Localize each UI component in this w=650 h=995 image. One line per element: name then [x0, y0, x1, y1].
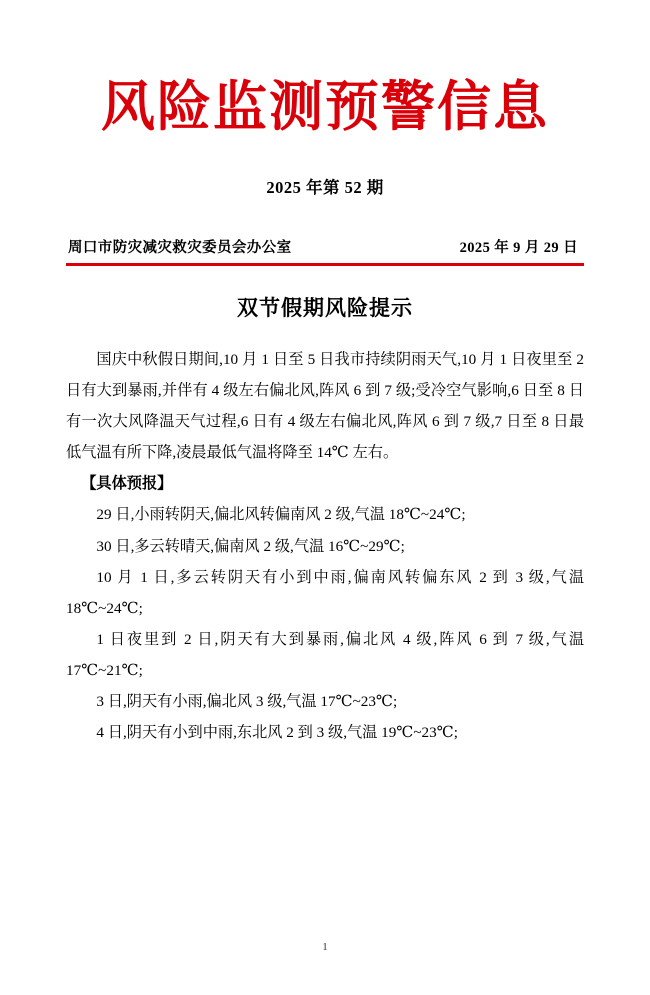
issue-date: 2025 年 9 月 29 日: [459, 240, 578, 257]
page-number: 1: [322, 941, 328, 953]
forecast-item: 4 日,阴天有小到中雨,东北风 2 到 3 级,气温 19℃~23℃;: [96, 724, 458, 742]
section-heading: 【具体预报】: [81, 475, 173, 493]
page-title: 双节假期风险提示: [237, 295, 413, 320]
forecast-item: 30 日,多云转晴天,偏南风 2 级,气温 16℃~29℃;: [96, 537, 405, 555]
document-body: [66, 344, 584, 749]
forecast-item: 1 日夜里到 2 日,阴天有大到暴雨,偏北风 4 级,阵风 6 到 7 级,气温 17℃~21℃;: [66, 631, 584, 680]
forecast-item: 3 日,阴天有小雨,偏北风 3 级,气温 17℃~23℃;: [96, 693, 398, 711]
forecast-item: 29 日,小雨转阴天,偏北风转偏南风 2 级,气温 18℃~24℃;: [96, 506, 466, 524]
forecast-item: 10 月 1 日,多云转阴天有小到中雨,偏南风转偏东风 2 到 3 级,气温 18℃~24℃;: [66, 568, 584, 617]
masthead-title: 风险监测预警信息: [101, 77, 549, 137]
document-meta: [66, 236, 584, 263]
lead-paragraph: 国庆中秋假日期间,10 月 1 日至 5 日我市持续阴雨天气,10 月 1 日夜里至 2 日有大到暴雨,并伴有 4 级左右偏北风,阵风 6 到 7 级;受冷空气影响,6 日至 8 日有一次大风降温天气过程,6 日有 4 级左右偏北风,阵风 6 到 7 级,7 日至 8 日最低气温有所下降,凌晨最低气温将降至 14℃ 左右。: [66, 350, 584, 462]
document-page: [0, 76, 650, 995]
header-divider: [66, 263, 584, 266]
issue-number: 2025 年第 52 期: [266, 178, 384, 198]
issuing-office: 周口市防灾减灾救灾委员会办公室: [68, 240, 292, 257]
